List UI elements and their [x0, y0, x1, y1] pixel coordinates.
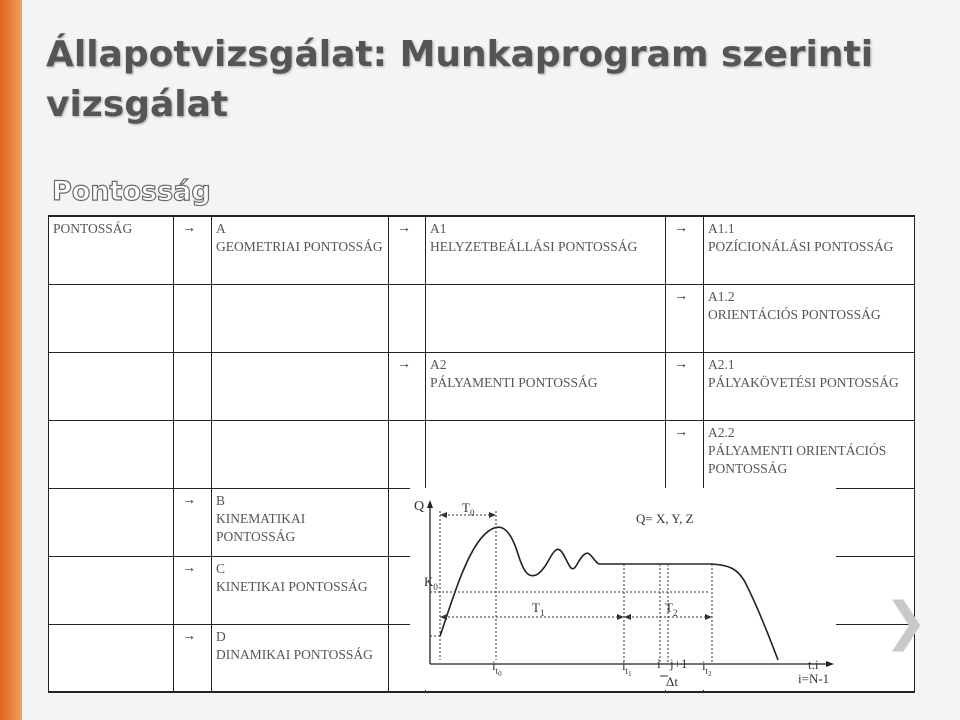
cell-a1: [426, 216, 666, 284]
dt-label: Δt: [666, 674, 678, 689]
cell-code: A1.1: [708, 221, 735, 236]
table-row: [49, 284, 915, 352]
cell-code: A2.2: [708, 424, 735, 440]
cell-label: PÁLYAMENTI PONTOSSÁG: [430, 374, 598, 390]
cell-label: GEOMETRIAI PONTOSSÁG: [216, 239, 383, 254]
k0-label: $K_0$: [424, 574, 438, 592]
arrow-icon: [440, 512, 447, 518]
accent-bar: [0, 0, 22, 720]
arrow-icon: →: [389, 216, 426, 284]
y-axis-arrow: [427, 500, 433, 508]
arrow-icon: →: [666, 420, 704, 488]
t2-label: $T_2$: [665, 600, 678, 618]
it0-label: $i_t0$: [492, 658, 502, 678]
table-row: [49, 216, 915, 284]
x-axis-arrow: [826, 661, 834, 667]
arrow-icon: →: [666, 216, 704, 284]
arrow-icon: [489, 512, 496, 518]
legend-label: Q= X, Y, Z: [636, 511, 694, 526]
cell-code: A: [216, 221, 226, 236]
cell-label: DINAMIKAI PONTOSSÁG: [216, 646, 373, 662]
cell-label: KINEMATIKAI PONTOSSÁG: [216, 510, 306, 544]
arrow-icon: →: [174, 556, 212, 624]
n-label: i=N-1: [798, 671, 830, 686]
cell-a1-2: [704, 284, 915, 352]
cell-code: A2: [430, 356, 447, 372]
table-row: [49, 420, 915, 488]
arrow-icon: →: [174, 624, 212, 692]
cell-a2-1: [704, 352, 915, 420]
arrow-icon: [705, 614, 712, 620]
j1-label: j+1: [670, 656, 688, 671]
arrow-icon: →: [174, 216, 212, 284]
it1-label: $i_t1$: [622, 658, 632, 678]
slide-title: Állapotvizsgálat: Munkaprogram szerinti vizsgálat: [46, 34, 874, 125]
cell-code: A1: [430, 221, 447, 236]
arrow-icon: →: [174, 488, 212, 556]
cell-code: A2.1: [708, 356, 735, 372]
cell-label: PÁLYAKÖVETÉSI PONTOSSÁG: [708, 374, 899, 390]
cell-label: POZÍCIONÁLÁSI PONTOSSÁG: [708, 239, 894, 254]
arrow-icon: [440, 614, 447, 620]
cell-a2-2: [704, 420, 915, 488]
cell-label: PÁLYAMENTI ORIENTÁCIÓS PONTOSSÁG: [708, 442, 887, 476]
chevron-right-icon[interactable]: ❯: [884, 592, 928, 652]
it2-label: $i_t2$: [702, 658, 712, 678]
arrow-icon: →: [666, 352, 704, 420]
response-curve: [440, 527, 778, 660]
cell-a2: [426, 352, 666, 420]
cell-label: HELYZETBEÁLLÁSI PONTOSSÁG: [430, 239, 638, 254]
cell-a1-1: [704, 216, 915, 284]
arrow-icon: →: [666, 284, 704, 352]
cell-label: KINETIKAI PONTOSSÁG: [216, 578, 368, 594]
arrow-icon: [617, 614, 624, 620]
t0-label: $T_0$: [462, 500, 475, 518]
time-label: t.i: [808, 657, 819, 672]
y-axis-label: Q: [414, 499, 425, 514]
cell-label: ORIENTÁCIÓS PONTOSSÁG: [708, 306, 881, 322]
trajectory-diagram: [410, 488, 836, 690]
cell-code: B: [216, 492, 226, 508]
cell-a: [212, 216, 389, 284]
cell-code: C: [216, 560, 226, 576]
cell-code: D: [216, 628, 226, 644]
cell-code: A1.2: [708, 288, 735, 304]
t1-label: $T_1$: [532, 600, 545, 618]
slide-subtitle: Pontosság: [52, 176, 211, 207]
arrow-icon: [624, 614, 631, 620]
arrow-icon: →: [389, 352, 426, 420]
cell-d: [212, 624, 389, 692]
table-row: [49, 352, 915, 420]
cell-c: [212, 556, 389, 624]
i-label: i: [657, 656, 661, 671]
root-cell: PONTOSSÁG: [49, 216, 174, 284]
cell-b: [212, 488, 389, 556]
